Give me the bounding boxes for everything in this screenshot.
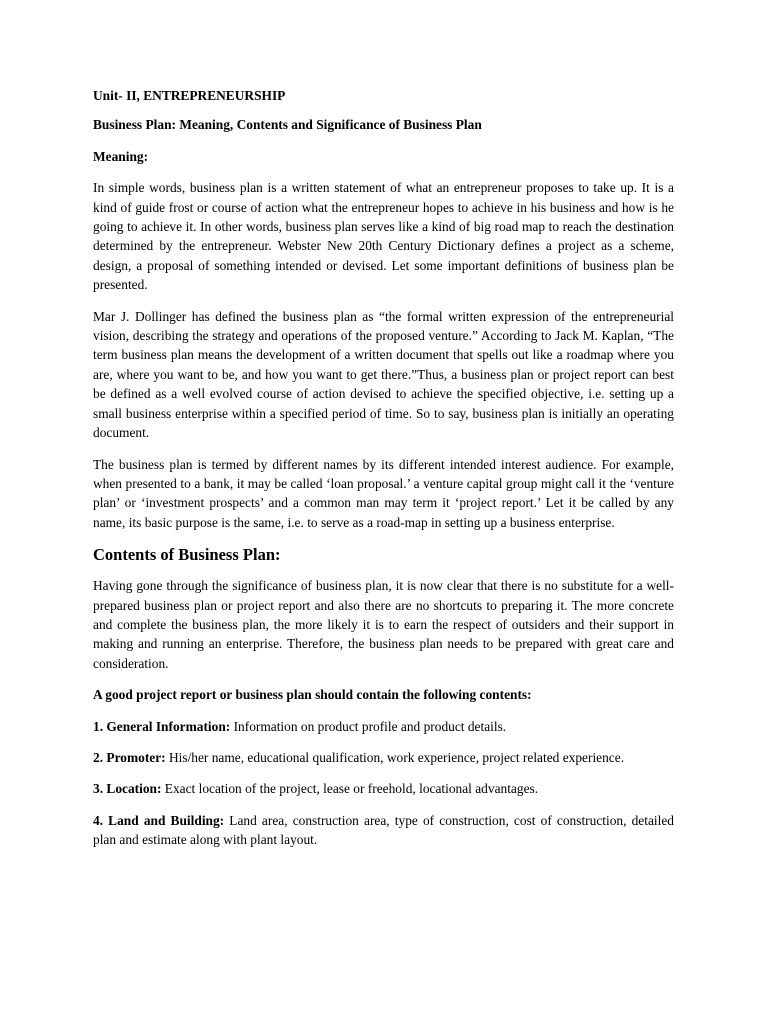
contents-item-text: Exact location of the project, lease or freehold, locational advantages. — [161, 781, 539, 797]
meaning-paragraph: The business plan is termed by different names by its different intended interest audience. For example, when presented to a bank, it may be called ‘loan proposal.’ a venture capital group might call it the ‘venture plan’ or ‘investment prospects’ and a common man may term it ‘project report.’ Let it be called by any name, its basic purpose is the same, i.e. to serve as a road-map in setting up a business enterprise. — [93, 456, 674, 530]
topic-title: Business Plan: Meaning, Contents and Significance of Business Plan — [93, 117, 482, 133]
contents-list-heading: A good project report or business plan should contain the following contents: — [93, 687, 532, 703]
meaning-paragraph: Mar J. Dollinger has defined the business plan as “the formal written expression of the entrepreneurial vision, describing the strategy and operations of the proposed venture.” According to Jack M. Kaplan, “The term business plan means the development of a written document that spells out like a roadmap where you are, where you want to be, and how you want to get there.”Thus, a business plan or project report can best be defined as a well evolved course of action devised to achieve the specified objective, i.e. setting up a small business enterprise within a specified period of time. So to say, business plan is initially an operating document. — [93, 308, 674, 441]
unit-title: Unit- II, ENTREPRENEURSHIP — [93, 88, 286, 103]
contents-item-label: 4. Land and Building: — [93, 812, 225, 828]
contents-item — [93, 748, 674, 767]
meaning-paragraph: In simple words, business plan is a written statement of what an entrepreneur proposes to take up. It is a kind of guide frost or course of action what the entrepreneur hopes to achieve in his business and how is he going to achieve it. In other words, business plan serves like a kind of big road map to reach the destination determined by the entrepreneur. Webster New 20th Century Dictionary defines a project as a scheme, design, a proposal of something intended or devised. Let some important definitions of business plan be presented. — [93, 180, 674, 293]
contents-item-label: 3. Location: — [93, 781, 162, 797]
contents-intro-paragraph: Having gone through the significance of business plan, it is now clear that there is no substitute for a well-prepared business plan or project report and also there are no shortcuts to preparing it. The more concrete and complete the business plan, the more likely it is to earn the respect of outsiders and their support in making and running an enterprise. Therefore, the business plan needs to be prepared with great care and consideration. — [93, 578, 674, 671]
contents-item-text: Information on product profile and product details. — [230, 718, 507, 734]
contents-item-text: His/her name, educational qualification, work experience, project related experience. — [165, 749, 625, 765]
contents-item-label: 2. Promoter: — [93, 749, 166, 765]
meaning-heading: Meaning: — [93, 148, 149, 164]
contents-item — [93, 811, 674, 850]
contents-item — [93, 779, 674, 798]
contents-item — [93, 717, 674, 736]
contents-heading: Contents of Business Plan: — [93, 545, 281, 565]
document-page — [93, 86, 674, 862]
contents-item-text: Land area, construction area, type of construction, cost of construction, detailed plan and estimate along with plant layout. — [93, 812, 674, 848]
contents-item-label: 1. General Information: — [93, 718, 231, 734]
